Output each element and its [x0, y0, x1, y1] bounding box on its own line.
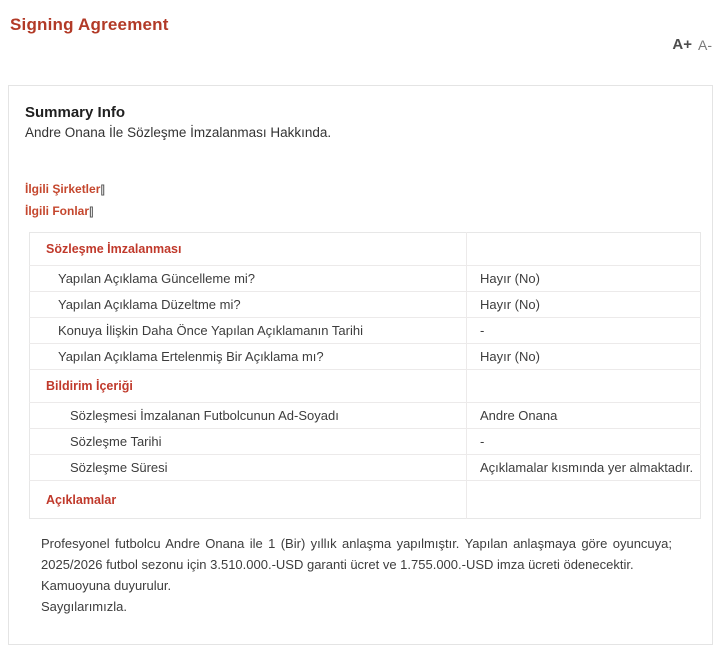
row-label: Sözleşme Süresi: [30, 455, 467, 481]
font-size-controls: [672, 36, 712, 53]
row-value: [467, 481, 701, 519]
related-entity-value: []: [89, 204, 92, 218]
table-row: [30, 403, 701, 429]
disclosure-table: [29, 232, 701, 519]
related-entity-label: İlgili Şirketler: [25, 182, 101, 196]
page-title: Signing Agreement: [10, 15, 169, 34]
row-label: Açıklamalar: [30, 481, 467, 519]
disclosure-body: Profesyonel futbolcu Andre Onana ile 1 (Bir) yıllık anlaşma yapılmıştır. Yapılan anlaşmaya göre oyuncuya; 2025/2026 futbol sezonu için 3.510.000.-USD garanti ücret ve 1.755.000.-USD imza ücreti ödenecektir.: [41, 536, 672, 573]
table-row: [30, 266, 701, 292]
table-section-row: [30, 481, 701, 519]
table-section-row: [30, 370, 701, 403]
related-entity-value: []: [100, 182, 104, 196]
table-row: [30, 429, 701, 455]
disclosure-regards: Saygılarımızla.: [41, 599, 127, 615]
disclosure-table-body: [30, 233, 701, 519]
row-label: Sözleşmesi İmzalanan Futbolcunun Ad-Soyadı: [30, 403, 467, 429]
font-size-increase-button[interactable]: A+: [672, 36, 692, 53]
table-row: [30, 292, 701, 318]
related-entity-label: İlgili Fonlar: [25, 204, 90, 218]
row-value: [467, 233, 701, 266]
related-entities: [25, 178, 696, 222]
row-label: Sözleşme İmzalanması: [30, 233, 467, 266]
row-value: Hayır (No): [467, 266, 701, 292]
row-label: Yapılan Açıklama Düzeltme mi?: [30, 292, 467, 318]
row-value: Hayır (No): [467, 292, 701, 318]
summary-heading: Summary Info: [25, 104, 126, 121]
row-value: -: [467, 429, 701, 455]
disclosure-card: [8, 85, 713, 645]
table-row: [30, 455, 701, 481]
row-label: Konuya İlişkin Daha Önce Yapılan Açıklamanın Tarihi: [30, 318, 467, 344]
row-value: Hayır (No): [467, 344, 701, 370]
row-label: Sözleşme Tarihi: [30, 429, 467, 455]
row-label: Yapılan Açıklama Güncelleme mi?: [30, 266, 467, 292]
table-row: [30, 344, 701, 370]
summary-subtitle: Andre Onana İle Sözleşme İmzalanması Hakkında.: [25, 125, 332, 140]
row-label: Bildirim İçeriği: [30, 370, 467, 403]
font-size-decrease-button[interactable]: A-: [698, 36, 712, 53]
row-label: Yapılan Açıklama Ertelenmiş Bir Açıklama mı?: [30, 344, 467, 370]
related-entity-row: [25, 200, 696, 222]
row-value: -: [467, 318, 701, 344]
row-value: Andre Onana: [467, 403, 701, 429]
disclosure-text: [41, 533, 672, 617]
row-value: [467, 370, 701, 403]
row-value: Açıklamalar kısmında yer almaktadır.: [467, 455, 701, 481]
table-section-row: [30, 233, 701, 266]
related-entity-row: [25, 178, 696, 200]
disclosure-announcement: Kamuoyuna duyurulur.: [41, 578, 172, 594]
table-row: [30, 318, 701, 344]
